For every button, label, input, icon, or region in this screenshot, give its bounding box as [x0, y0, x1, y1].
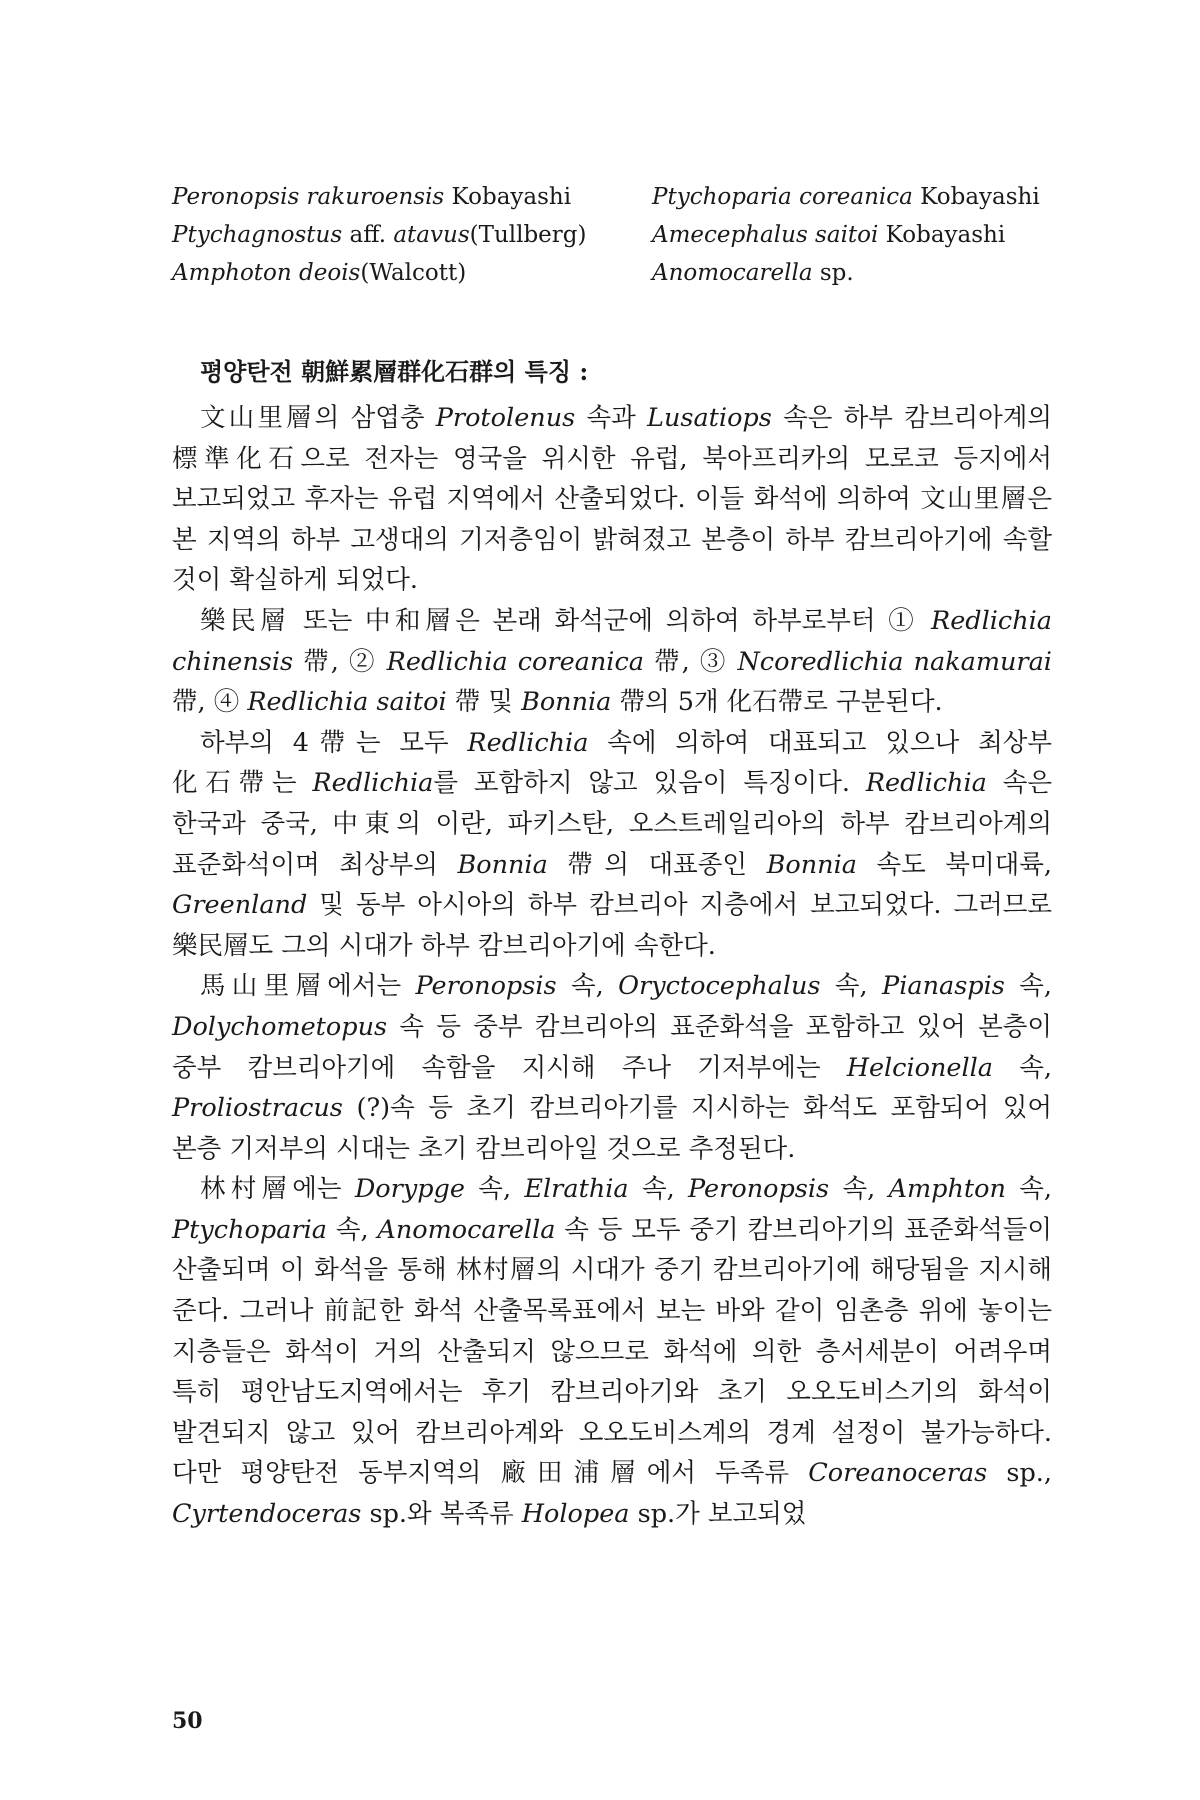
taxon-name: Ncoredlichia nakamurai: [737, 646, 1052, 677]
taxon-name: Ptychoparia: [172, 1214, 327, 1245]
paragraph-text: 帶의 대표종인: [547, 849, 767, 880]
paragraph-text: (?)속 등 초기 캄브리아기를 지시하는 화석도 포함되어 있어 본층 기저부의 시대는 초기 캄브리아일 것으로 추정된다.: [172, 1093, 1052, 1164]
taxon-name: Coreanoceras: [808, 1458, 988, 1489]
paragraph-text: 帶, ④: [172, 687, 248, 718]
body-text: [172, 398, 1052, 1535]
paragraph-text: 文山里層의 삼엽충: [200, 403, 436, 433]
taxon-name: Peronopsis: [688, 1174, 830, 1205]
taxon-name: Redlichia: [312, 768, 434, 799]
taxon-name: Redlichia: [865, 768, 987, 799]
paragraph-text: 帶의 5개 化石帶로 구분된다.: [611, 687, 943, 718]
taxon-name: Dorypge: [354, 1174, 465, 1205]
paragraph-text: 속,: [820, 971, 883, 1002]
taxon-name: Greenland: [172, 890, 308, 921]
paragraph-text: 帶, ③: [643, 646, 738, 677]
taxon-name: Bonnia: [457, 849, 548, 880]
paragraph-text: 속 등 중부 캄브리아의 표준화석을 포함하고 있어 본층이 중부 캄브리아기에 속함을 지시해 주나 기저부에는: [172, 1011, 1052, 1083]
paragraph-text: 속,: [556, 971, 619, 1002]
section-heading: 평양탄전 朝鮮累層群化石群의 특징 :: [200, 357, 589, 386]
paragraph-text: 하부의 4帶는 모두: [200, 727, 468, 758]
paragraph-text: 를 포함하지 않고 있음이 특징이다.: [433, 768, 866, 799]
taxon-name: Lusatiops: [647, 403, 772, 433]
taxon-name: Anomocarella: [377, 1214, 556, 1245]
taxon-name: Bonnia: [766, 849, 857, 880]
paragraph-text: 속,: [1004, 971, 1052, 1002]
species-column-left: [172, 178, 652, 292]
taxon-name: Cyrtendoceras: [172, 1499, 362, 1530]
paragraph-text: 속,: [464, 1174, 525, 1205]
paragraph: [172, 1169, 1052, 1534]
species-entry: Peronopsis rakuroensis Kobayashi: [172, 184, 572, 210]
taxon-name: Peronopsis: [415, 971, 557, 1002]
taxon-name: Redlichia chinensis: [172, 605, 1052, 677]
taxon-name: Helcionella: [846, 1052, 994, 1083]
species-entry: Amecephalus saitoi Kobayashi: [652, 222, 1006, 248]
paragraph-text: 속,: [326, 1214, 378, 1245]
species-entry: Ptychoparia coreanica Kobayashi: [652, 184, 1040, 210]
species-entry: Ptychagnostus aff. atavus(Tullberg): [172, 222, 587, 248]
taxon-name: Oryctocephalus: [618, 971, 821, 1002]
paragraph-text: 帶 및: [446, 687, 522, 718]
paragraph: [172, 398, 1052, 601]
paragraph-text: sp.가 보고되었: [629, 1499, 807, 1530]
paragraph: [172, 723, 1052, 967]
paragraph-text: 속,: [628, 1174, 689, 1205]
taxon-name: Bonnia: [521, 687, 612, 718]
page-number: 50: [172, 1708, 203, 1734]
taxon-name: Pianaspis: [882, 971, 1005, 1002]
paragraph-text: 속,: [993, 1052, 1052, 1083]
taxon-name: Holopea: [521, 1499, 630, 1530]
paragraph-text: 帶, ②: [293, 646, 387, 677]
paragraph-text: 속도 북미대륙,: [856, 849, 1052, 880]
paragraph-text: 樂民層 또는 中和層은 본래 화석군에 의하여 하부로부터 ①: [200, 605, 931, 636]
taxon-name: Dolychometopus: [172, 1011, 388, 1042]
taxon-name: Amphton: [888, 1174, 1006, 1205]
species-column-right: [652, 178, 1072, 292]
paragraph-text: 속,: [829, 1174, 889, 1205]
paragraph: [172, 966, 1052, 1169]
paragraph-text: 속은 하부 캄브리아계의 標準化石으로 전자는 영국을 위시한 유럽, 북아프리카의 모로코 등지에서 보고되었고 후자는 유럽 지역에서 산출되었다. 이들 화석에 의하여 文山里層은 본 지역의 하부 고생대의 기저층임이 밝혀졌고 본층이 하부 캄브리아기에 속할 것이 확실하게 되었다.: [172, 403, 1052, 596]
paragraph-text: 馬山里層에서는: [200, 971, 416, 1002]
paragraph: [172, 601, 1052, 723]
paragraph-text: 속에 의하여 대표되고 있으나 최상부 化石帶는: [172, 727, 1052, 799]
taxon-name: Proliostracus: [172, 1093, 343, 1124]
taxon-name: Redlichia: [467, 727, 589, 758]
paragraph-text: 속은 한국과 중국, 中東의 이란, 파키스탄, 오스트레일리아의 하부 캄브리아계의 표준화석이며 최상부의: [172, 768, 1052, 880]
taxon-name: Redlichia saitoi: [247, 687, 447, 718]
species-list: [172, 178, 1072, 292]
taxon-name: Protolenus: [435, 403, 576, 433]
paragraph-text: 속 등 모두 중기 캄브리아기의 표준화석들이 산출되며 이 화석을 통해 林村層의 시대가 중기 캄브리아기에 해당됨을 지시해 준다. 그러나 前記한 화석 산출목록표에서 보는 바와 같이 임촌층 위에 놓이는 지층들은 화석이 거의 산출되지 않으므로 화석에 의한 층서세분이 어려우며 특히 평안남도지역에서는 후기 캄브리아기와 초기 오오도비스기의 화석이 발견되지 않고 있어 캄브리아계와 오오도비스계의 경계 설정이 불가능하다. 다만 평양탄전 동부지역의 廠田浦層에서 두족류: [172, 1214, 1053, 1489]
paragraph-text: 속과: [575, 403, 648, 433]
paragraph-text: 및 동부 아시아의 하부 캄브리아 지층에서 보고되었다. 그러므로 樂民層도 그의 시대가 하부 캄브리아기에 속한다.: [172, 890, 1052, 961]
paragraph-text: 속,: [1005, 1174, 1053, 1205]
paragraph-text: sp.와 복족류: [361, 1499, 522, 1530]
species-entry: Anomocarella sp.: [652, 260, 854, 286]
taxon-name: Redlichia coreanica: [386, 646, 644, 677]
paragraph-text: 林村層에는: [200, 1174, 355, 1205]
species-entry: Amphoton deois(Walcott): [172, 260, 467, 286]
taxon-name: Elrathia: [524, 1174, 629, 1205]
paragraph-text: sp.,: [987, 1458, 1052, 1489]
